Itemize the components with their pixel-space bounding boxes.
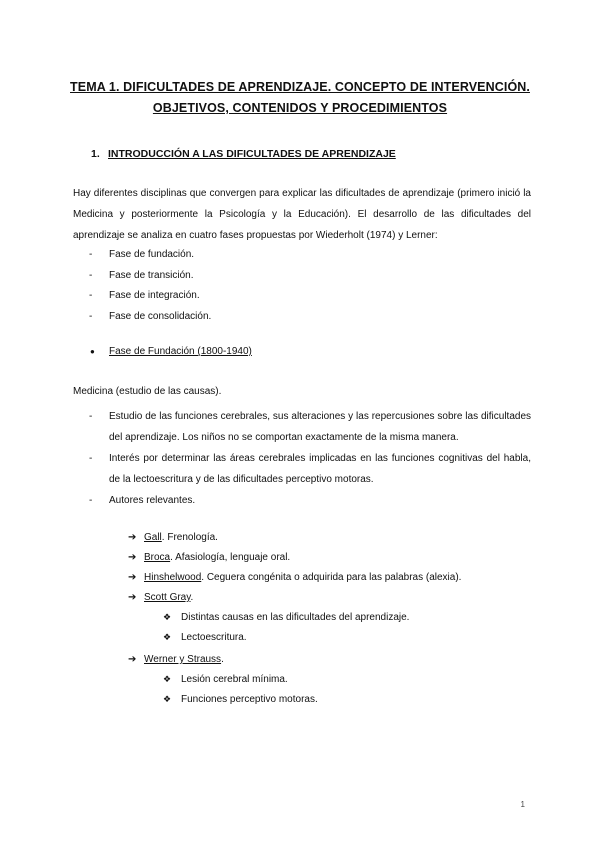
werner-point: ❖ Funciones perceptivo motoras. xyxy=(163,694,318,705)
section-number: 1. xyxy=(91,148,100,160)
phases-list xyxy=(89,245,211,327)
author-desc: . Ceguera congénita o adquirida para las palabras (alexia). xyxy=(201,572,462,583)
author-broca xyxy=(128,552,290,563)
medicina-items xyxy=(89,406,531,511)
list-item-text: Interés por determinar las áreas cerebrales implicadas en las funciones cognitivas del habla, de la lectoescritura y de las dificultades perceptivo motoras. xyxy=(109,453,531,485)
document-title-line-1: TEMA 1. DIFICULTADES DE APRENDIZAJE. CONCEPTO DE INTERVENCIÓN. xyxy=(70,80,530,94)
arrow-right-icon: ➔ xyxy=(128,532,137,543)
author-name: Gall xyxy=(144,532,162,543)
diamond-bullet-icon: ❖ xyxy=(163,632,172,642)
author-werner-strauss xyxy=(128,654,224,665)
author-name: Scott Gray xyxy=(144,592,191,603)
list-item: - Autores relevantes. xyxy=(89,495,196,506)
author-name: Werner y Strauss xyxy=(144,654,222,665)
diamond-bullet-icon: ❖ xyxy=(163,694,172,704)
arrow-right-icon: ➔ xyxy=(128,654,137,665)
arrow-right-icon: ➔ xyxy=(128,592,137,603)
medicina-intro: Medicina (estudio de las causas). xyxy=(73,386,222,397)
phase-heading-text: Fase de Fundación (1800-1940) xyxy=(109,346,252,357)
list-item-text: Estudio de las funciones cerebrales, sus alteraciones y las repercusiones sobre las dificultades del aprendizaje. Los niños no se comportan exactamente de la misma manera. xyxy=(109,411,531,443)
author-desc: . Afasiología, lenguaje oral. xyxy=(170,552,291,563)
author-scott-gray xyxy=(128,592,193,603)
document-title-line-2: OBJETIVOS, CONTENIDOS Y PROCEDIMIENTOS xyxy=(152,101,448,115)
arrow-right-icon: ➔ xyxy=(128,552,137,563)
list-item-text: Autores relevantes. xyxy=(109,495,196,506)
author-desc: . Frenología. xyxy=(161,532,218,543)
list-item: - Interés por determinar las áreas cerebrales implicadas en las funciones cognitivas del habla, de la lectoescritura y de las dificultades perceptivo motoras. xyxy=(89,453,531,485)
intro-paragraph: Hay diferentes disciplinas que convergen para explicar las dificultades de aprendizaje (primero inició la Medicina y posteriormente la Psicología y la Educación). El desarrollo de las dificultades del aprendizaje se analiza en cuatro fases propuestas por Wiederholt (1974) y Lerner: xyxy=(73,188,531,241)
author-desc: . xyxy=(190,592,194,603)
gray-point: ❖ Lectoescritura. xyxy=(163,632,247,643)
section-heading xyxy=(91,148,396,160)
phase-item: - Fase de fundación. xyxy=(89,245,211,266)
phase-item: - Fase de integración. xyxy=(89,286,211,307)
section-title: INTRODUCCIÓN A LAS DIFICULTADES DE APRENDIZAJE xyxy=(108,148,396,160)
author-name: Hinshelwood xyxy=(144,572,202,583)
page-number: 1 xyxy=(520,800,525,809)
diamond-bullet-icon: ❖ xyxy=(163,674,172,684)
gray-point: ❖ Distintas causas en las dificultades del aprendizaje. xyxy=(163,612,410,623)
arrow-right-icon: ➔ xyxy=(128,572,137,583)
list-item: - Estudio de las funciones cerebrales, sus alteraciones y las repercusiones sobre las dificultades del aprendizaje. Los niños no se comportan exactamente de la misma manera. xyxy=(89,411,531,443)
werner-point: ❖ Lesión cerebral mínima. xyxy=(163,674,288,685)
phase-heading xyxy=(90,346,252,357)
author-gall xyxy=(128,532,218,543)
phase-item: - Fase de consolidación. xyxy=(89,307,211,328)
author-hinshelwood xyxy=(128,572,461,583)
phase-item: - Fase de transición. xyxy=(89,266,211,287)
author-name: Broca xyxy=(144,552,171,563)
bullet-dot-icon: ● xyxy=(90,347,95,356)
author-desc: . xyxy=(221,654,224,665)
diamond-bullet-icon: ❖ xyxy=(163,612,172,622)
